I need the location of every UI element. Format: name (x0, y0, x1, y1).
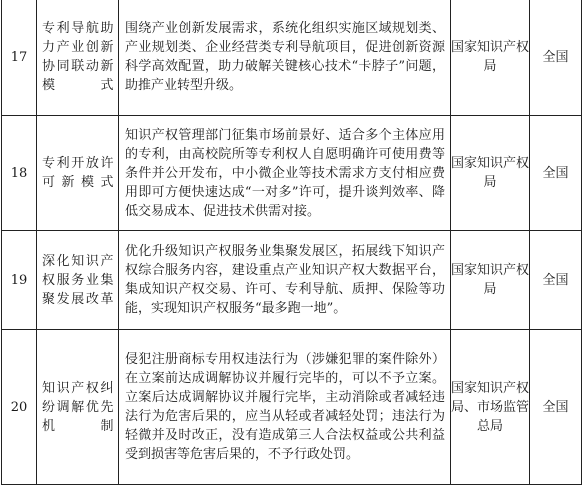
scope: 全国 (530, 231, 582, 330)
scope: 全国 (530, 0, 582, 116)
row-number: 20 (2, 330, 37, 485)
responsible-department: 国家知识产权局、市场监管总局 (451, 330, 530, 485)
responsible-department: 国家知识产权局 (451, 231, 530, 330)
measure-description: 围绕产业创新发展需求，系统化组织实施区域规划类、产业规划类、企业经营类专利导航项目，促进创新资源科学高效配置，助力破解关键核心技术“卡脖子”问题，助推产业转型升级。 (119, 0, 451, 116)
measure-name: 专利开放许可新模式 (37, 116, 119, 231)
measure-name: 专利导航助力产业创新协同联动新模式 (37, 0, 119, 116)
scope: 全国 (530, 330, 582, 485)
responsible-department: 国家知识产权局 (451, 116, 530, 231)
row-number: 19 (2, 231, 37, 330)
table-row (2, 116, 582, 231)
row-number: 17 (2, 0, 37, 116)
measure-description: 优化升级知识产权服务业集聚发展区，拓展线下知识产权综合服务内容，建设重点产业知识产权大数据平台，集成知识产权交易、许可、专利导航、质押、保险等功能，实现知识产权服务“最多跑一地”。 (119, 231, 451, 330)
responsible-department: 国家知识产权局 (451, 0, 530, 116)
measure-description: 侵犯注册商标专用权违法行为（涉嫌犯罪的案件除外）在立案前达成调解协议并履行完毕的，可以不予立案。立案后达成调解协议并履行完毕，主动消除或者减轻违法行为危害后果的，应当从轻或者减轻处罚；违法行为轻微并及时改正，没有造成第三人合法权益或公共利益受到损害等危害后果的，不予行政处罚。 (119, 330, 451, 485)
table-row (2, 0, 582, 116)
measure-name: 深化知识产权服务业集聚发展改革 (37, 231, 119, 330)
measure-description: 知识产权管理部门征集市场前景好、适合多个主体应用的专利，由高校院所等专利权人自愿明确许可使用费等条件并公开发布，中小微企业等技术需求方支付相应费用即可方便快速达成“一对多”许可，提升谈判效率、降低交易成本、促进技术供需对接。 (119, 116, 451, 231)
table-row (2, 231, 582, 330)
scope: 全国 (530, 116, 582, 231)
measure-name: 知识产权纠纷调解优先机制 (37, 330, 119, 485)
policy-table (1, 0, 582, 485)
row-number: 18 (2, 116, 37, 231)
table-row (2, 330, 582, 485)
